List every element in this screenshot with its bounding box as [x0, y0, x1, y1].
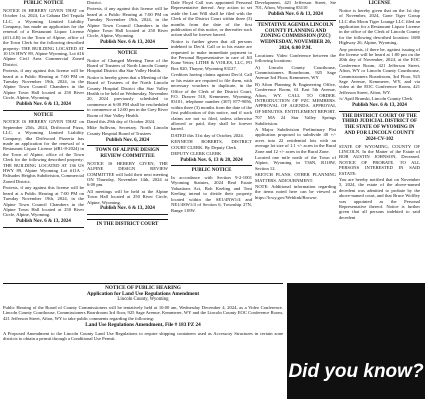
notice-paragraph: All meetings will be held at the Alpine Town Hall located at 250 River Circle, Alpine, Wyoming.	[87, 188, 168, 205]
hearing-item-title: Land Use Regulations Amendment, File # 183 PZ 24	[85, 322, 201, 328]
publish-date: Publish Nov. 6, 2024	[87, 138, 168, 146]
legal-notices-columns	[3, 0, 425, 281]
notice-heading: NOTICE	[33, 112, 54, 118]
publish-date: Publish Nov. 6 & 13, 2024	[255, 12, 336, 20]
notice-paragraph: SKETCH PLANS. OTHER PLANNING MATTERS. ADJOURNMENT.	[255, 172, 336, 183]
notice-paragraph: Notice is hereby given that on the 1st day of November, 2024, Gone Tiger Group LLC dba Moon Tiger Lounge LLC filed an application for a Restaurant Liquor License in the office of the Clerk of Lincoln County for the following described location: 1680 Highway 26, Alpine, Wyoming.	[339, 7, 420, 46]
did-you-know-ad[interactable]	[287, 283, 425, 399]
notice-paragraph: NOTICE IS HEREBY GIVEN THAT on September 25th, 2024, Driftwood Pizza, LLC, a Wyoming Limited Liability Company, dba Driftwood Pizzeria has made an application for the renewal of a Restaurant Liquor License (#R1-8-2024) in the Town of Alpine, office of the Town Clerk for the following described property: THE BUILDING LOCATED AT 136 US HWY 89, Alpine Wyoming Lot #11A - Palisades Heights Subdivision, Commercial Zoned District.	[3, 119, 84, 184]
hearing-body: Public Hearing of the Board of County Commissioners will be tentatively held at 10:00 am, Wednesday December 4, 2024, as a Video Conference. Lincoln County Courthouse, Commissioners Boardroom 3rd floor, 925 Sage Avenue, Kemmerer, WY and the Lincoln County EOC Conference Room, 421 Jefferson Street, Afton, WY to take public comments regarding the following:	[3, 304, 283, 321]
notice-paragraph: Located one mile north of the Town of Alpine, Wyoming in T36N, R118W, Section 12.	[255, 155, 336, 171]
notice-paragraph: DEPUTY CLERK CLERK	[171, 150, 222, 156]
notice-paragraph: DATED this 31st day of October, 2024.	[171, 132, 244, 138]
notice-paragraph: Notice is hereby given that a Meeting of the Board of Trustees of the North Lincoln County Hospital District dba Star Valley Health to be held on Wednesday, November 20, 2024 previously scheduled to commence at 6:00 PM shall be rescheduled to commence at 12:00 pm in the Grey River Room of Star Valley Health.	[87, 74, 168, 118]
notice-paragraph: STATE OF WYOMING, COUNTY OF LINCOLN. In the Matter of the Estate of BOB AUSTIN JOHNSON, Deceased. NOTICE OF PROBATE. TO ALL PERSONS INTERESTED IN SAID ESTATE:	[339, 143, 420, 176]
notice-paragraph: Mike Sullivan, Secretary. North Lincoln County Hospital Board of Trustees	[87, 125, 168, 136]
notice-paragraph: KENNETH ROBERTS, DISTRICT COURT CLERK. By Deputy Clerk	[171, 139, 252, 150]
notice-heading: PUBLIC NOTICE	[23, 1, 64, 6]
notice-paragraph: NOTE: Additional information regarding the items noted here can be viewed at https://lcwy.gov/Weblink/Browse.	[255, 184, 336, 200]
notice-paragraph: 707 MA 24 Star Valley Springs Subdivision.	[255, 115, 336, 126]
notice-paragraph: A Major Subdivision Preliminary Plat application proposed to subdivide 40 +/- acres into 22 residential lots with an average lot size of 1.1 +/- acres in the Rural Zone and 12 +/- acres in the Rural Zone.	[255, 126, 336, 154]
notice-column-2	[87, 0, 168, 281]
notice-column-1	[3, 0, 84, 281]
notice-heading: TENTATIVE AGENDA LINCOLN COUNTY PLANNING AND ZONING COMMISSION (PZC) WEDNESDAY, NOVEMBER 20, 2024, 6:00 P.M.	[257, 22, 334, 51]
notice-paragraph: B) Afton Planning & Engineering Office, Conference Room, 61 East 5th Avenue, Afton, WY. CALL TO ORDER. INTRODUCTION OF PZC MEMBERS. APPROVAL OF AGENDA. APPROVAL OF MINUTES. ENTITLEMENT REPORT.	[255, 81, 336, 114]
notice-heading: PUBLIC NOTICE	[191, 168, 232, 174]
notice-paragraph: Any protests, if there be, against issuing of the license will be heard at 1:00 pm on the 20th day of November, 2024, at the EOC Conference Room, 421 Jefferson Street, Afton, WY or Lincoln County Courthouse, Commissioners Boardroom, 3rd Floor, 925 Sage Avenue, Kemmerer, WY, and via video at the EOC Conference Room, 421 Jefferson Street, Afton, WY.	[339, 46, 420, 95]
publish-date: Publish Nov. 6 & 13, 2024	[87, 206, 168, 214]
notice-paragraph: District.	[87, 0, 102, 5]
ad-headline: Did you know?	[288, 361, 424, 382]
notice-paragraph: Protests, if any against this license will be heard at a Public Hearing at 7:00 PM on Tuesday November 19th, 2024, in the Alpine Town Council Chambers in the Alpine Town Hall located at 250 River Circle, Alpine, Wyoming.	[3, 68, 84, 101]
publish-date: Publish Nov. 6, 13 & 20, 2024	[171, 158, 252, 166]
hearing-subtitle: Application for Land Use Regulations Amendment	[86, 290, 200, 297]
hearing-item-body: A Proposed Amendment to the Lincoln County Land Use Regulations to require shipping containers used as Accessory Structures in certain zone districts to obtain a permit through a Conditional Use Permit.	[3, 330, 283, 341]
public-hearing-notice	[3, 283, 283, 400]
bottom-section	[3, 283, 425, 399]
notice-heading: LICENSE	[368, 1, 391, 6]
notice-paragraph: A) Lincoln County Courthouse, Commissioners Boardroom, 925 Sage Avenue 3rd Floor, Kemmerer, WY	[255, 64, 336, 81]
hearing-county: Lincoln County, Wyoming	[117, 297, 169, 302]
notice-heading: IN THE DISTRICT COURT	[87, 219, 168, 227]
publish-date: Publish Nov. 6 & 13, 2024	[3, 219, 84, 227]
publish-date: Publish Nov. 6 & 13, 2024	[339, 103, 420, 111]
notice-paragraph: In accordance with Section 9-2-1001 Wyoming Statutes, 2024 Real Estate Valuations Act, Bob Keeling and Toni Keeling intend to divide their property located within the SE1/4NW1/4 and NE1/4SW1/4 of Section 6, Township 27N, Range 118W.	[171, 175, 252, 213]
notice-paragraph: You are hereby notified that on November 5, 2024, the estate of the above-named decedent was admitted to probate by the above-named court, and that Bruce Wolfley was appointed as the Personal Representative thereof. Notice is further given that all persons indebted to said decedent	[339, 177, 420, 220]
notice-paragraph: Notice is further given that all persons indebted to Dec'd. Call or to his estate are requested to make immediate payment to the Personal Representative in care of Jill Kunz Vetter, LITHE & VOILES, LLC, PO Box 820, Thayne, Wyoming 83127.	[171, 38, 252, 71]
notice-paragraph: Development, 421 Jefferson Street, Ste 701, Afton, Wyoming 83110	[255, 0, 336, 11]
notice-paragraph: Protests, if any against this license will be heard at a Public Hearing at 7:00 PM on Tuesday November 19th, 2024, in the Alpine Town Council Chambers in the Alpine Town Hall located at 250 River Circle, Alpine, Wyoming.	[3, 185, 84, 218]
notice-paragraph: Protests, if any against this license will be heard at a Public Hearing at 7:00 PM on Tuesday November 19th, 2024, in the Alpine Town Council Chambers in the Alpine Town Hall located at 250 River Circle, Alpine, Wyoming.	[87, 6, 168, 39]
hearing-title: NOTICE OF PUBLIC HEARING	[105, 285, 181, 291]
notice-paragraph: Creditors having claims against Dec'd. Call or his estate are required to file them, with necessary vouchers in duplicate, in the Office of the Clerk of the District Court, P.O. Drawer 510, Kemmerer, Wyoming, 83101, telephone number (307) 877-9056, within three (3) months from the date of the first publication of this notice, and if such claims are not so filed, unless otherwise allowed or paid, they shall be forever barred.	[171, 72, 252, 132]
notice-paragraph: Notice of Changed Meeting Time of the Board of Trustees of North Lincoln County Hospital District dba Star Valley Health.	[87, 57, 168, 74]
notice-heading: TOWN OF ALPINE DESIGN REVIEW COMMITTEE	[95, 148, 160, 159]
notice-paragraph: /s/ April Brunski, Lincoln County Clerk	[339, 96, 413, 102]
publish-date: Publish Nov. 6 & 13, 2024	[87, 40, 168, 48]
notice-paragraph: Dale Floyd Call was appointed Personal Representative thereof. Any action to set aside the Last Will shall be filed with the Clerk of the District Court within three (3) months from the date of the first publication of this notice, or thereafter such action shall be forever barred.	[171, 0, 252, 38]
publish-date: Publish Nov. 6 & 13, 2024	[3, 102, 84, 110]
notice-paragraph: Dated this 29th day of October 2024.	[87, 119, 156, 125]
notice-column-3	[171, 0, 252, 281]
notice-paragraph: NOTICE IS HEREBY GIVEN, THE ALPINE DESIGN REVIEW COMMITTEE will hold their next meeting ON Thursday, November 14th, 2024 at 6:00 pm.	[87, 160, 168, 188]
notice-paragraph: Locations: Video Conference between the following locations:	[255, 52, 336, 64]
notice-column-5	[339, 0, 420, 281]
notice-paragraph: NOTICE IS HEREBY GIVEN THAT on October 1st, 2024, La Cabana Del Tequila LLC, a Wyoming Limited Liability Company, has made an application for the renewal of a Restaurant Liquor License (#11.4.R) in the Town of Alpine, office of the Town Clerk for the following described property: THE BUILDING LOCATED AT 10 US HWY 89, Alpine Wyoming, Lot #16 Alpine Civil Area Commercial Zoned District.	[3, 7, 84, 67]
notice-heading: THE DISTRICT COURT OF THE THIRD JUDICIAL DISTRICT OF THE STATE OF WYOMING IN AND FOR LINCOLN COUNTY 2024-CV-102	[341, 113, 418, 142]
notice-column-4	[255, 0, 336, 281]
notice-heading: NOTICE	[117, 50, 138, 56]
